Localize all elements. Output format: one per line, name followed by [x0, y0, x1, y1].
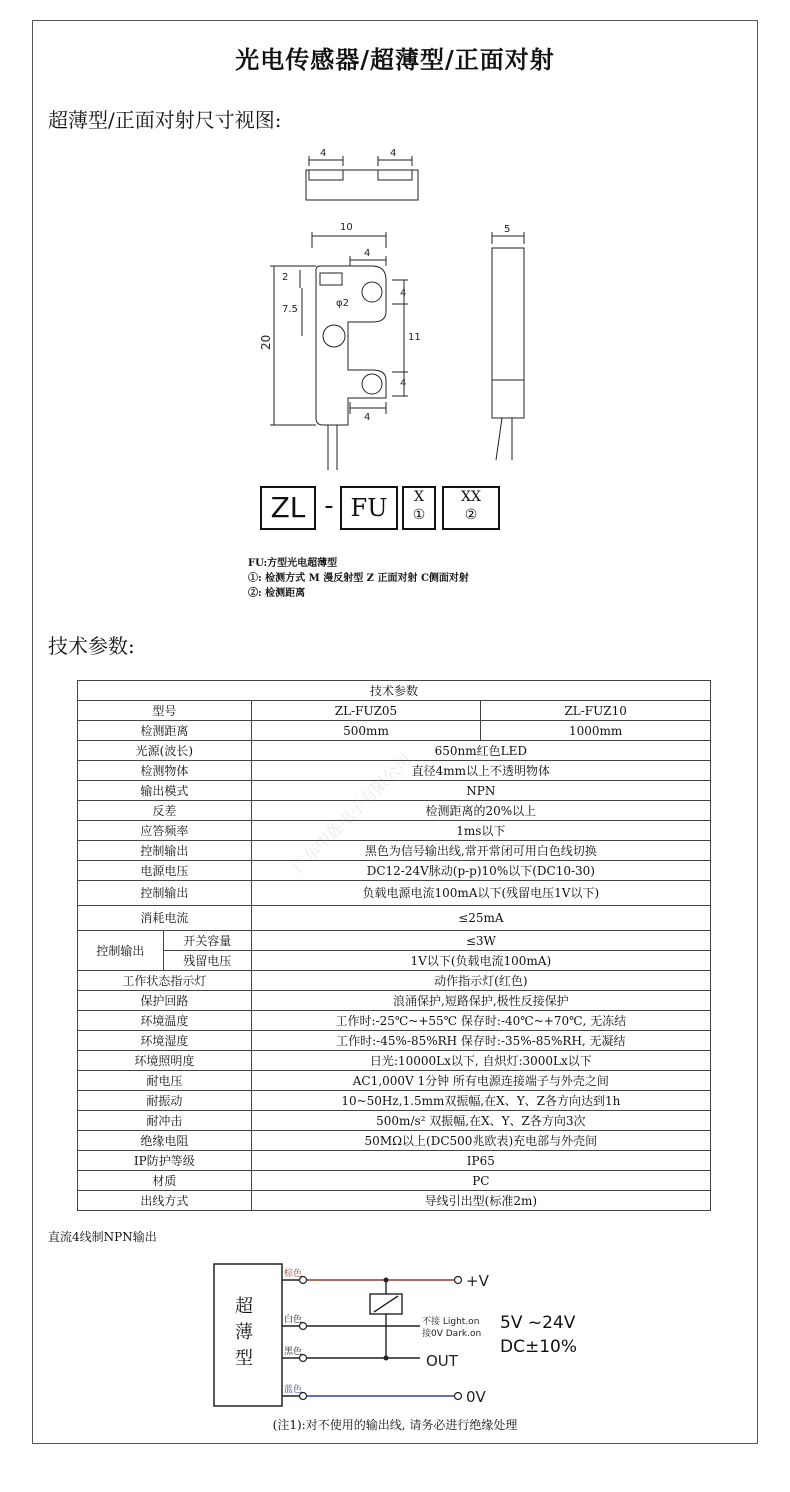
dim-11: 11	[408, 332, 421, 343]
row-label: 材质	[78, 1171, 252, 1191]
row-value: 直径4mm以上不透明物体	[251, 761, 710, 781]
code-xx: XX	[461, 489, 481, 505]
row-value: PC	[251, 1171, 710, 1191]
table-row	[78, 1171, 711, 1191]
code-x: X	[414, 489, 424, 505]
row-value: 负载电源电流100mA以下(残留电压1V以下)	[251, 881, 710, 906]
dim-hole-top: 4	[364, 248, 371, 259]
table-row	[78, 931, 711, 951]
label-light-on: 不接 Light.on	[422, 1317, 480, 1327]
label-out: OUT	[426, 1352, 458, 1370]
label-dark-on: 接0V Dark.on	[422, 1329, 482, 1339]
table-row	[78, 1011, 711, 1031]
table-row	[78, 951, 711, 971]
table-row	[78, 721, 711, 741]
box-char: 型	[235, 1348, 253, 1369]
label-tolerance: DC±10%	[500, 1337, 577, 1357]
row-value: 650nm红色LED	[251, 741, 710, 761]
code-x-box	[402, 486, 436, 530]
row-label: 绝缘电阻	[78, 1131, 252, 1151]
watermark: 广东中莲电子有限公司	[288, 749, 415, 877]
row-value: 500m/s² 双振幅,在X、Y、Z各方向3次	[251, 1111, 710, 1131]
row-sublabel: 残留电压	[163, 951, 251, 971]
top-view-slot-left	[309, 170, 343, 180]
row-label: 控制输出	[78, 881, 252, 906]
code-x-mark: ①	[412, 507, 426, 523]
row-label: 电源电压	[78, 861, 252, 881]
box-char: 超	[235, 1296, 253, 1317]
side-view-body	[492, 248, 524, 418]
top-view-slot-right	[378, 170, 412, 180]
label-zero-v: 0V	[466, 1388, 486, 1406]
distance-cell: 1000mm	[481, 721, 711, 741]
page-title: 光电传感器/超薄型/正面对射	[235, 45, 555, 74]
wiring-diagram	[200, 1250, 620, 1415]
dim-height: 20	[259, 334, 273, 350]
code-dash: -	[324, 491, 334, 521]
table-row	[78, 1151, 711, 1171]
row-value: ≤25mA	[251, 906, 710, 931]
table-row	[78, 1091, 711, 1111]
wiring-title: 直流4线制NPN输出	[48, 1230, 157, 1244]
table-row	[78, 1191, 711, 1211]
row-group-label: 控制输出	[78, 931, 164, 971]
table-row	[78, 906, 711, 931]
label-blue: 蓝色	[284, 1385, 303, 1395]
label-plus-v: +V	[466, 1272, 489, 1290]
row-label: 耐冲击	[78, 1111, 252, 1131]
row-value: DC12-24V脉动(p-p)10%以下(DC10-30)	[251, 861, 710, 881]
top-view-body	[306, 170, 418, 200]
distance-cell: 500mm	[251, 721, 481, 741]
dimension-heading: 超薄型/正面对射尺寸视图:	[48, 108, 282, 132]
legend-line: FU:方型光电超薄型	[248, 558, 338, 569]
row-label: 环境温度	[78, 1011, 252, 1031]
table-row	[78, 1071, 711, 1091]
table-row	[78, 991, 711, 1011]
footnote: (注1):对不使用的输出线, 请务必进行绝缘处理	[272, 1418, 518, 1432]
model-cell: ZL-FUZ10	[481, 701, 711, 721]
dim-4a: 4	[400, 288, 407, 299]
table-row	[78, 681, 711, 701]
table-row	[78, 1051, 711, 1071]
front-view-body	[316, 266, 386, 425]
row-label: 保护回路	[78, 991, 252, 1011]
code-fu: FU	[340, 486, 398, 530]
label-white: 白色	[284, 1315, 303, 1325]
dimension-drawing	[240, 140, 560, 540]
row-value: AC1,000V 1分钟 所有电源连接端子与外壳之间	[251, 1071, 710, 1091]
table-row	[78, 1131, 711, 1151]
row-sublabel: 开关容量	[163, 931, 251, 951]
dim-7-5: 7.5	[282, 304, 298, 315]
row-value: 导线引出型(标准2m)	[251, 1191, 710, 1211]
front-view-indicator	[323, 325, 345, 347]
table-row	[78, 1031, 711, 1051]
dim-top-left: 4	[320, 148, 327, 159]
dim-2: 2	[282, 272, 289, 283]
row-value: 工作时:-45%-85%RH 保存时:-35%-85%RH, 无凝结	[251, 1031, 710, 1051]
dim-side: 5	[504, 224, 511, 235]
dim-hole-bottom: 4	[364, 412, 371, 423]
row-value: 黑色为信号输出线,常开常闭可用白色线切换	[251, 841, 710, 861]
row-label: 型号	[78, 701, 252, 721]
dim-phi: φ2	[336, 298, 349, 309]
row-label: IP防护等级	[78, 1151, 252, 1171]
row-label: 耐振动	[78, 1091, 252, 1111]
row-value: 工作时:-25℃~+55℃ 保存时:-40℃~+70℃, 无冻结	[251, 1011, 710, 1031]
front-view-hole-top	[362, 282, 382, 302]
row-value: 10~50Hz,1.5mm双振幅,在X、Y、Z各方向达到1h	[251, 1091, 710, 1111]
table-row	[78, 971, 711, 991]
front-view-hole-bottom	[362, 374, 382, 394]
table-row	[78, 701, 711, 721]
code-xx-mark: ②	[464, 507, 478, 523]
label-voltage: 5V ~24V	[500, 1313, 576, 1333]
row-label: 环境照明度	[78, 1051, 252, 1071]
table-row	[78, 1111, 711, 1131]
row-label: 环境湿度	[78, 1031, 252, 1051]
dim-4b: 4	[400, 378, 407, 389]
row-value: 1ms以下	[251, 821, 710, 841]
row-value: 日光:10000Lx以下, 自炽灯:3000Lx以下	[251, 1051, 710, 1071]
row-label: 工作状态指示灯	[78, 971, 252, 991]
front-view-window	[320, 273, 342, 285]
row-value: 50MΩ以上(DC500兆欧表)充电部与外壳间	[251, 1131, 710, 1151]
label-brown: 棕色	[284, 1269, 303, 1279]
row-label: 耐电压	[78, 1071, 252, 1091]
dim-top-right: 4	[390, 148, 397, 159]
row-value: 1V以下(负载电流100mA)	[251, 951, 710, 971]
row-label: 输出模式	[78, 781, 252, 801]
row-label: 控制输出	[78, 841, 252, 861]
row-value: ≤3W	[251, 931, 710, 951]
legend-line: ①: 检测方式 M 漫反射型 Z 正面对射 C侧面对射	[248, 573, 469, 584]
row-label: 消耗电流	[78, 906, 252, 931]
row-value: 检测距离的20%以上	[251, 801, 710, 821]
row-label: 检测物体	[78, 761, 252, 781]
box-char: 薄	[235, 1322, 253, 1343]
model-cell: ZL-FUZ05	[251, 701, 481, 721]
model-legend	[248, 556, 469, 601]
table-header: 技术参数	[78, 681, 711, 701]
row-label: 光源(波长)	[78, 741, 252, 761]
row-label: 反差	[78, 801, 252, 821]
row-value: 浪涌保护,短路保护,极性反接保护	[251, 991, 710, 1011]
row-value: IP65	[251, 1151, 710, 1171]
params-heading: 技术参数:	[48, 634, 135, 658]
row-label: 应答频率	[78, 821, 252, 841]
row-label: 检测距离	[78, 721, 252, 741]
label-black: 黑色	[284, 1347, 303, 1357]
dim-width: 10	[340, 222, 353, 233]
row-value: 动作指示灯(红色)	[251, 971, 710, 991]
row-label: 出线方式	[78, 1191, 252, 1211]
code-zl: ZL	[260, 486, 316, 530]
code-xx-box	[442, 486, 500, 530]
legend-line: ②: 检测距离	[248, 588, 306, 599]
row-value: NPN	[251, 781, 710, 801]
